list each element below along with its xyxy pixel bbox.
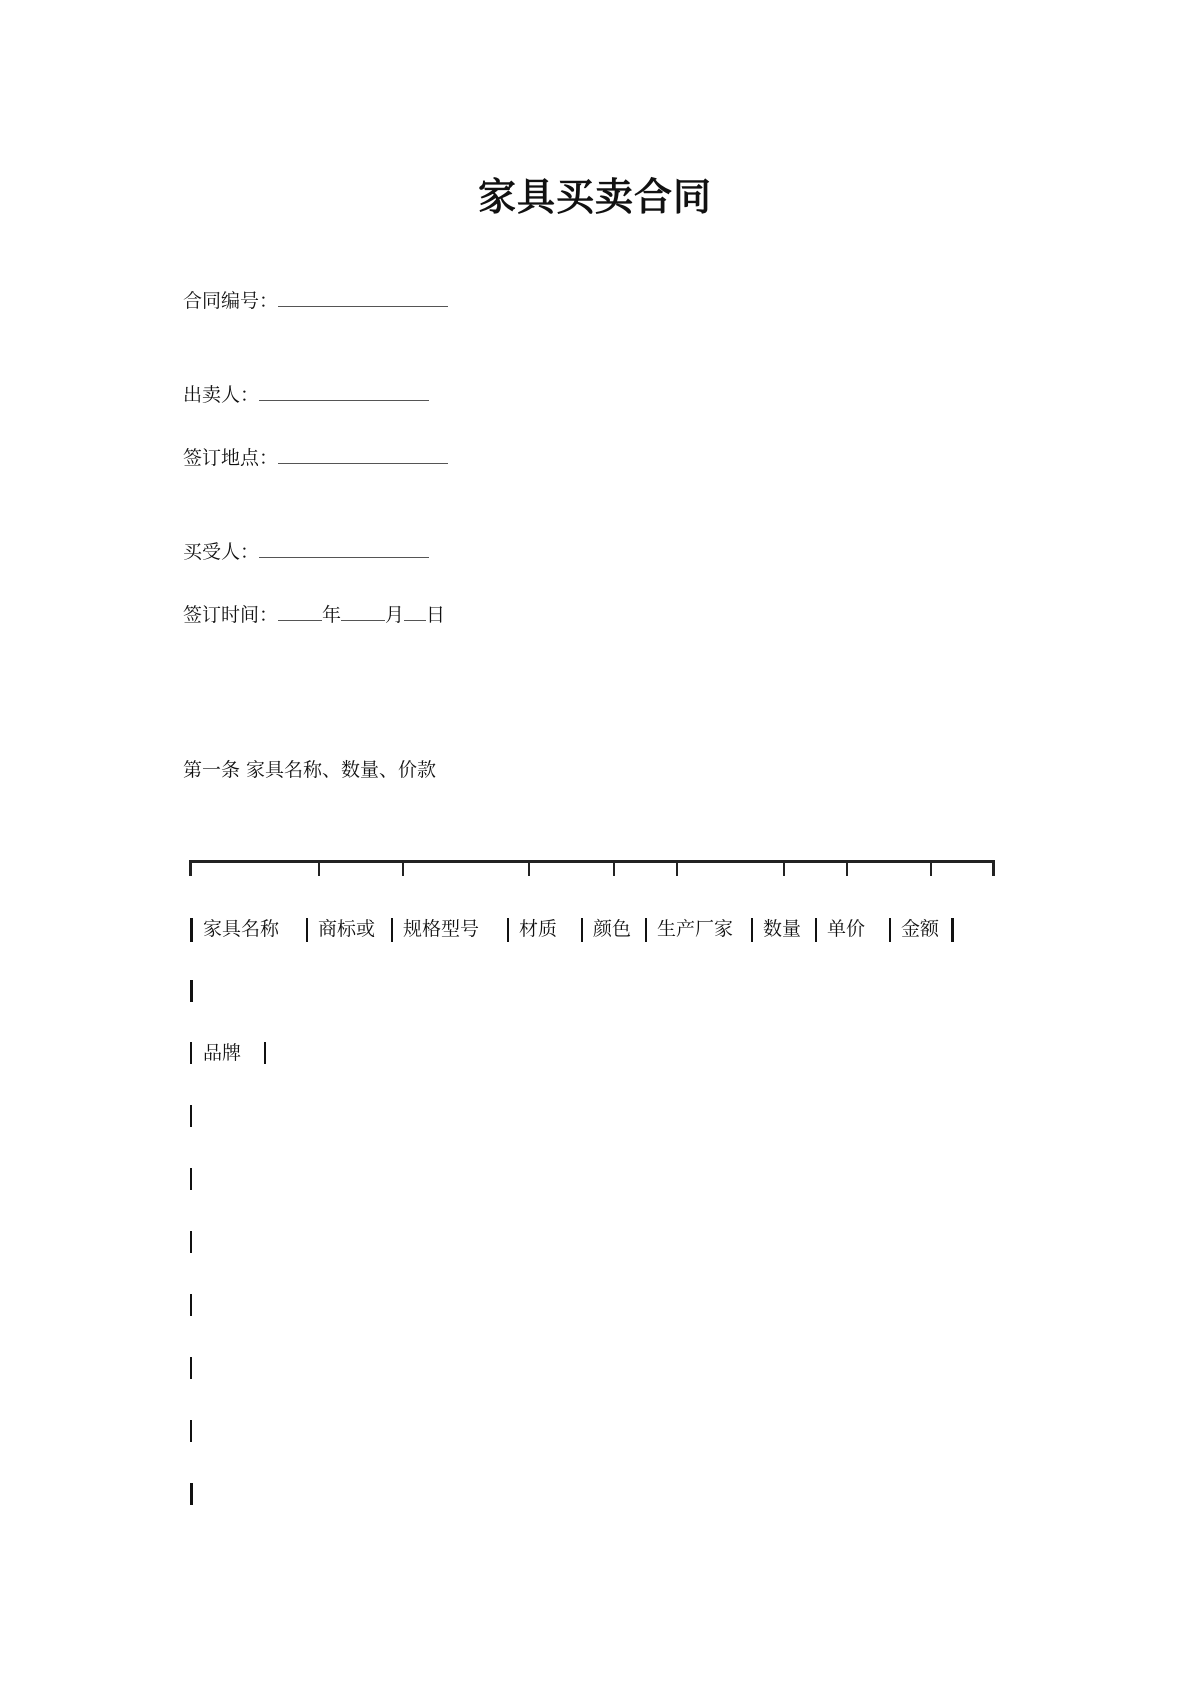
table-row-border [190,1357,192,1379]
year-blank[interactable] [278,602,322,621]
seller-field [183,382,429,407]
header-color: 颜色 [593,918,632,940]
table-tick [676,860,678,876]
column-separator [951,918,954,942]
table-row-border [190,1105,192,1127]
column-separator [751,918,753,942]
signing-date-field [183,602,445,627]
header-amount: 金额 [901,918,940,940]
header-furniture-name: 家具名称 [203,918,280,940]
header-spec-model: 规格型号 [403,918,480,940]
table-tick [402,860,404,876]
header-manufacturer: 生产厂家 [657,918,734,940]
table-tick [992,860,995,876]
header-unit-price: 单价 [827,918,866,940]
table-row-border [190,1168,192,1190]
table-tick [528,860,530,876]
table-row-border [190,1231,192,1253]
signing-place-blank[interactable] [278,445,448,464]
table-top-line [190,860,994,863]
table-row-border [190,1420,192,1442]
table-tick [783,860,785,876]
column-separator [391,918,393,942]
buyer-field [183,539,429,564]
column-separator [581,918,583,942]
seller-blank[interactable] [259,382,429,401]
buyer-label: 买受人： [183,541,260,563]
header-quantity: 数量 [763,918,802,940]
day-unit: 日 [426,604,446,626]
contract-number-blank[interactable] [278,288,448,307]
column-separator [306,918,308,942]
header-brand: 品牌 [203,1042,242,1064]
table-tick [846,860,848,876]
column-separator [190,918,193,942]
month-unit: 月 [385,604,405,626]
column-separator [889,918,891,942]
year-unit: 年 [322,604,342,626]
header-trademark: 商标或 [318,918,376,940]
signing-place-field [183,445,448,470]
table-tick [189,860,192,876]
column-separator [190,1042,192,1064]
section-1-heading: 第一条 家具名称、数量、价款 [183,759,437,781]
table-row-border [190,1483,193,1505]
table-tick [613,860,615,876]
table-tick [930,860,932,876]
month-blank[interactable] [341,602,385,621]
header-material: 材质 [519,918,558,940]
column-separator [645,918,647,942]
contract-number-field [183,288,448,313]
column-separator [507,918,509,942]
signing-place-label: 签订地点： [183,447,279,469]
buyer-blank[interactable] [259,539,429,558]
signing-date-label: 签订时间： [183,604,279,626]
document-title: 家具买卖合同 [477,174,712,219]
day-blank[interactable] [404,602,426,621]
table-left-border [190,980,193,1002]
table-row-border [190,1294,192,1316]
column-separator [815,918,817,942]
contract-number-label: 合同编号： [183,290,279,312]
column-separator [264,1042,266,1064]
table-tick [318,860,320,876]
seller-label: 出卖人： [183,384,260,406]
